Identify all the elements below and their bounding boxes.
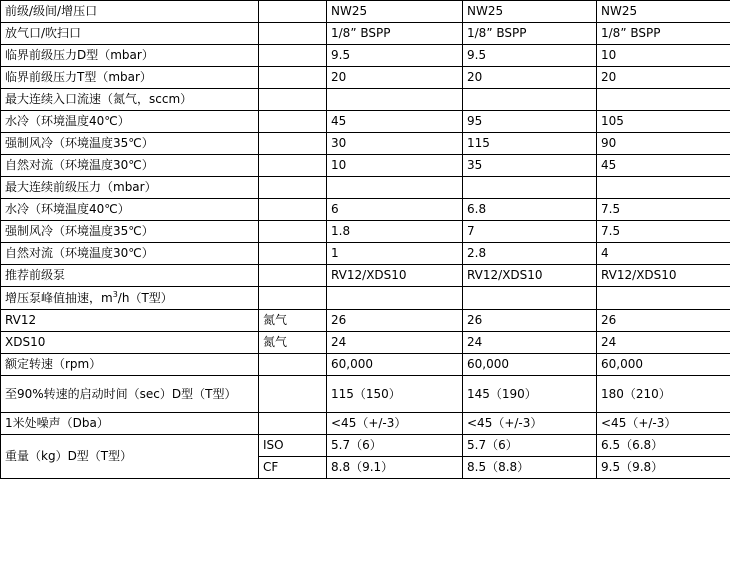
table-cell-value: 1/8” BSPP [327, 23, 463, 45]
table-cell-value: 1/8” BSPP [597, 23, 730, 45]
table-cell-value: 60,000 [463, 354, 597, 376]
table-cell-value: 20 [327, 67, 463, 89]
table-cell-value: 115 [463, 133, 597, 155]
table-cell-value: 60,000 [327, 354, 463, 376]
table-cell-value: 115（150） [327, 376, 463, 413]
table-row [1, 45, 730, 67]
table-cell-value: 1 [327, 243, 463, 265]
table-cell-label: 最大连续前级压力（mbar） [1, 177, 259, 199]
table-cell-value: 2.8 [463, 243, 597, 265]
table-cell-value: 5.7（6） [463, 435, 597, 457]
table-row [1, 111, 730, 133]
table-cell-value: 180（210） [597, 376, 730, 413]
table-cell-value: 30 [327, 133, 463, 155]
table-cell-value: 24 [327, 332, 463, 354]
table-cell-subcategory [259, 413, 327, 435]
table-cell-value: 35 [463, 155, 597, 177]
table-cell-label: 自然对流（环境温度30℃） [1, 155, 259, 177]
table-cell-value: <45（+/-3） [597, 413, 730, 435]
table-cell-value: 7.5 [597, 199, 730, 221]
table-cell-value [327, 89, 463, 111]
table-row [1, 177, 730, 199]
table-cell-label: 水冷（环境温度40℃） [1, 199, 259, 221]
table-cell-value: <45（+/-3） [463, 413, 597, 435]
table-cell-subcategory [259, 221, 327, 243]
table-cell-value [463, 287, 597, 310]
table-cell-value: 7 [463, 221, 597, 243]
table-cell-subcategory [259, 67, 327, 89]
table-cell-value: 20 [597, 67, 730, 89]
table-cell-value: 60,000 [597, 354, 730, 376]
table-cell-value: 9.5（9.8） [597, 457, 730, 479]
table-cell-subcategory [259, 376, 327, 413]
specifications-table-body [1, 1, 730, 479]
table-cell-value: RV12/XDS10 [463, 265, 597, 287]
table-cell-value: 1.8 [327, 221, 463, 243]
table-cell-subcategory [259, 199, 327, 221]
table-cell-label: 自然对流（环境温度30℃） [1, 243, 259, 265]
table-cell-value: 10 [327, 155, 463, 177]
table-cell-value [327, 287, 463, 310]
table-cell-label: 推荐前级泵 [1, 265, 259, 287]
table-cell-value: 1/8” BSPP [463, 23, 597, 45]
table-cell-value: RV12/XDS10 [327, 265, 463, 287]
table-cell-value: 8.8（9.1） [327, 457, 463, 479]
table-cell-value: NW25 [597, 1, 730, 23]
table-cell-value: 6.8 [463, 199, 597, 221]
table-cell-value: 24 [597, 332, 730, 354]
table-cell-label: 至90%转速的启动时间（sec）D型（T型） [1, 376, 259, 413]
table-cell-value: 90 [597, 133, 730, 155]
table-cell-value: 6 [327, 199, 463, 221]
table-cell-subcategory [259, 1, 327, 23]
table-cell-value: 5.7（6） [327, 435, 463, 457]
table-cell-value: 9.5 [463, 45, 597, 67]
table-cell-value: 105 [597, 111, 730, 133]
table-cell-label: 强制风冷（环境温度35℃） [1, 133, 259, 155]
table-cell-label: RV12 [1, 310, 259, 332]
table-cell-subcategory [259, 177, 327, 199]
table-row [1, 89, 730, 111]
table-cell-value: <45（+/-3） [327, 413, 463, 435]
table-cell-label: 水冷（环境温度40℃） [1, 111, 259, 133]
table-cell-subcategory [259, 89, 327, 111]
table-cell-label: 临界前级压力D型（mbar） [1, 45, 259, 67]
table-row [1, 133, 730, 155]
table-cell-value: RV12/XDS10 [597, 265, 730, 287]
table-row [1, 199, 730, 221]
table-row [1, 67, 730, 89]
table-cell-label: 前级/级间/增压口 [1, 1, 259, 23]
table-cell-label: 重量（kg）D型（T型） [1, 435, 259, 479]
table-cell-subcategory [259, 354, 327, 376]
table-cell-value [597, 177, 730, 199]
table-cell-value: 20 [463, 67, 597, 89]
table-cell-value: 45 [327, 111, 463, 133]
table-cell-label: 额定转速（rpm） [1, 354, 259, 376]
table-cell-label: 放气口/吹扫口 [1, 23, 259, 45]
table-cell-subcategory: 氮气 [259, 310, 327, 332]
table-row [1, 435, 730, 457]
table-row [1, 287, 730, 310]
table-row [1, 332, 730, 354]
table-cell-subcategory [259, 133, 327, 155]
table-cell-subcategory [259, 155, 327, 177]
table-cell-value: 45 [597, 155, 730, 177]
table-cell-value: 26 [597, 310, 730, 332]
table-row [1, 310, 730, 332]
table-cell-subcategory [259, 23, 327, 45]
table-cell-value: 6.5（6.8） [597, 435, 730, 457]
table-row [1, 265, 730, 287]
table-cell-subcategory: ISO [259, 435, 327, 457]
table-cell-subcategory [259, 287, 327, 310]
table-cell-label: 临界前级压力T型（mbar） [1, 67, 259, 89]
table-cell-value: 26 [463, 310, 597, 332]
table-cell-value [597, 89, 730, 111]
table-cell-value: 9.5 [327, 45, 463, 67]
table-cell-value: 4 [597, 243, 730, 265]
table-cell-value: 95 [463, 111, 597, 133]
table-cell-value: NW25 [327, 1, 463, 23]
table-cell-value [463, 89, 597, 111]
table-cell-subcategory: 氮气 [259, 332, 327, 354]
table-cell-value: 26 [327, 310, 463, 332]
table-cell-subcategory [259, 243, 327, 265]
table-cell-value [597, 287, 730, 310]
table-cell-value [463, 177, 597, 199]
table-cell-value: 7.5 [597, 221, 730, 243]
table-cell-value: 10 [597, 45, 730, 67]
table-cell-label: 增压泵峰值抽速，$m^3/h(T$型） [1, 287, 259, 310]
table-cell-value: 145（190） [463, 376, 597, 413]
table-cell-label: 1米处噪声（Dba） [1, 413, 259, 435]
table-cell-subcategory [259, 45, 327, 67]
table-row [1, 1, 730, 23]
table-cell-value: NW25 [463, 1, 597, 23]
table-cell-label: XDS10 [1, 332, 259, 354]
table-row [1, 413, 730, 435]
table-cell-value [327, 177, 463, 199]
table-cell-subcategory: CF [259, 457, 327, 479]
table-row [1, 221, 730, 243]
table-cell-label: 最大连续入口流速（氮气，sccm） [1, 89, 259, 111]
table-cell-value: 24 [463, 332, 597, 354]
table-row [1, 376, 730, 413]
table-cell-label: 强制风冷（环境温度35℃） [1, 221, 259, 243]
table-row [1, 23, 730, 45]
table-cell-value: 8.5（8.8） [463, 457, 597, 479]
table-row [1, 155, 730, 177]
table-cell-subcategory [259, 265, 327, 287]
table-row [1, 243, 730, 265]
table-row [1, 354, 730, 376]
table-cell-subcategory [259, 111, 327, 133]
